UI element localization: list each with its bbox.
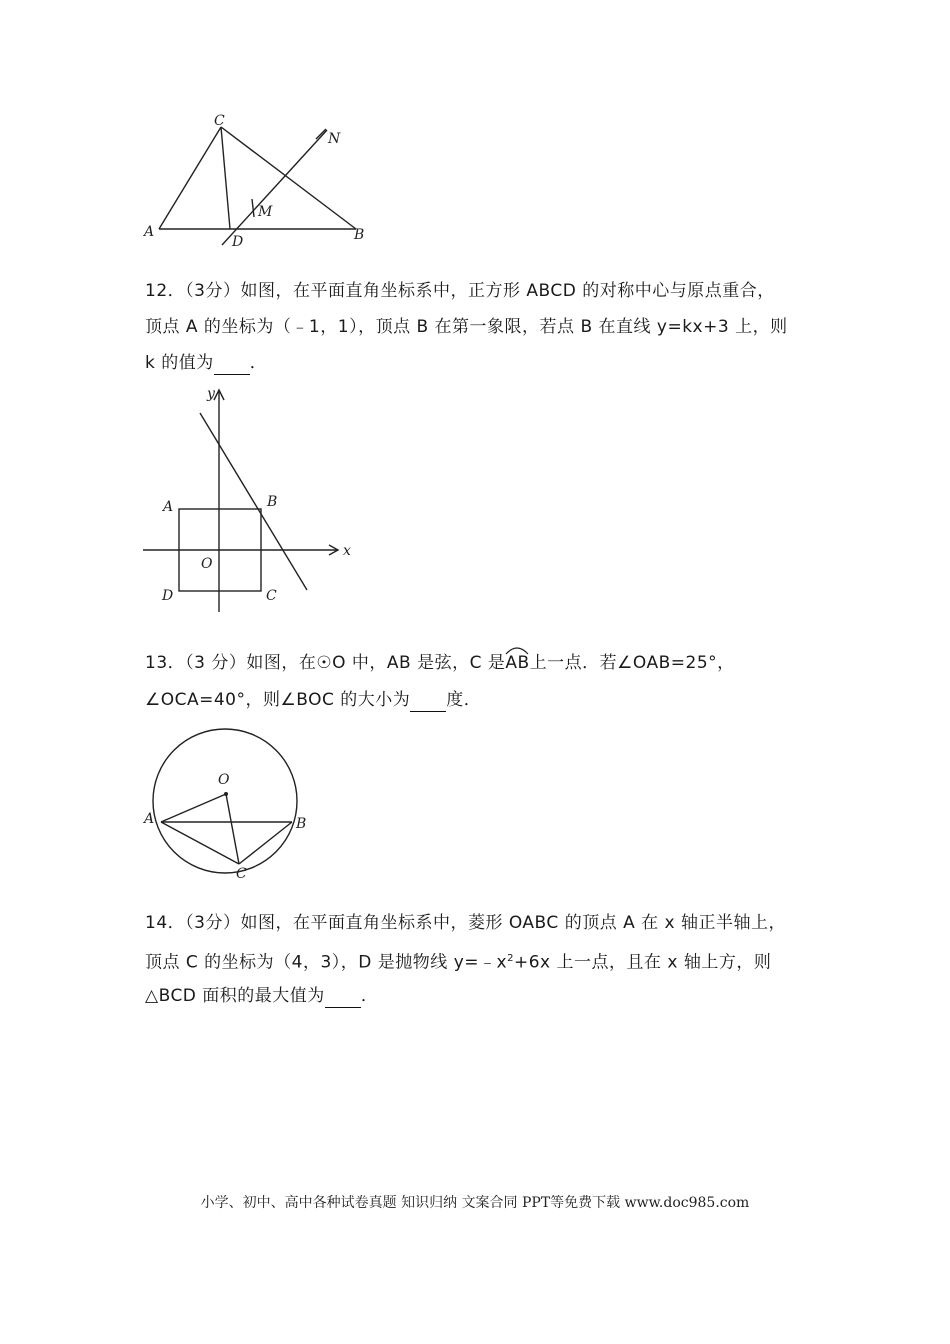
q12-answer-blank [214,352,250,375]
q13-line-2-text: ∠OCA=40°，则∠BOC 的大小为 [145,690,411,710]
segment-ac [161,822,239,864]
footer-text: 小学、初中、高中各种试卷真题 知识归纳 文案合同 PPT等免费下载 www.doc985.com [200,1195,750,1211]
center-dot [224,792,228,796]
label-c: C [266,588,277,604]
label-a: A [163,499,174,515]
segment-cd [221,127,230,229]
q12-line-3-text: k 的值为 [145,353,214,373]
label-o: O [201,556,213,572]
segment-oa [161,794,226,822]
label-b: B [267,494,278,510]
label-n: N [328,131,341,147]
tick-m [252,199,254,217]
q14-line-1: 14．（3分）如图，在平面直角坐标系中，菱形 OABC 的顶点 A 在 x 轴正半轴上， [145,913,787,933]
figure-q11 [130,105,380,255]
label-d: D [232,234,244,250]
q12-line-3 [145,352,267,375]
q14-line-2-text: 顶点 C 的坐标为（4，3），D 是抛物线 y=﹣x [145,952,508,973]
arc-ab-symbol [505,652,529,674]
label-c: C [214,113,225,129]
label-d: D [162,588,174,604]
figure-q12 [135,378,370,618]
q14-line-3-end: ． [360,986,379,1006]
q12-line-3-end: ． [249,353,268,373]
label-b: B [296,816,307,832]
label-m: M [258,204,273,220]
label-a: A [144,811,155,827]
q13-answer-blank [410,689,446,712]
label-b: B [354,227,365,243]
q12-line-1: 12．（3分）如图，在平面直角坐标系中，正方形 ABCD 的对称中心与原点重合， [145,281,775,301]
label-x: x [343,543,351,559]
label-o: O [218,772,230,788]
q14-line-2-end: +6x 上一点，且在 x 轴上方，则 [513,952,772,973]
figure-q13 [138,718,328,888]
q12-line-2: 顶点 A 的坐标为（﹣1，1），顶点 B 在第一象限，若点 B 在直线 y=kx+3 上，则 [145,317,788,337]
q13-line-1-text: 13．（3 分）如图，在☉O 中，AB 是弦，C 是 [145,653,506,673]
segment-oc [226,794,239,864]
line-mn [222,130,327,245]
q13-line-2 [145,689,481,712]
q14-exponent: 2 [507,953,514,964]
label-a: A [144,224,155,240]
q14-line-2 [145,948,771,974]
q13-line-2-end: 度． [446,690,482,710]
label-c: C [236,866,247,882]
segment-ac [159,127,221,229]
q13-line-1 [145,652,735,674]
q14-answer-blank [325,985,361,1008]
line-y-kx-3 [200,413,307,590]
label-y: y [207,386,215,402]
circle-o [153,729,297,873]
q14-line-3 [145,985,378,1008]
arc-ab-label: AB [505,653,530,673]
arc-mark-icon [504,645,530,655]
q13-line-1-end: 上一点．若∠OAB=25°， [529,653,735,673]
q14-line-3-text: △BCD 面积的最大值为 [145,986,325,1006]
